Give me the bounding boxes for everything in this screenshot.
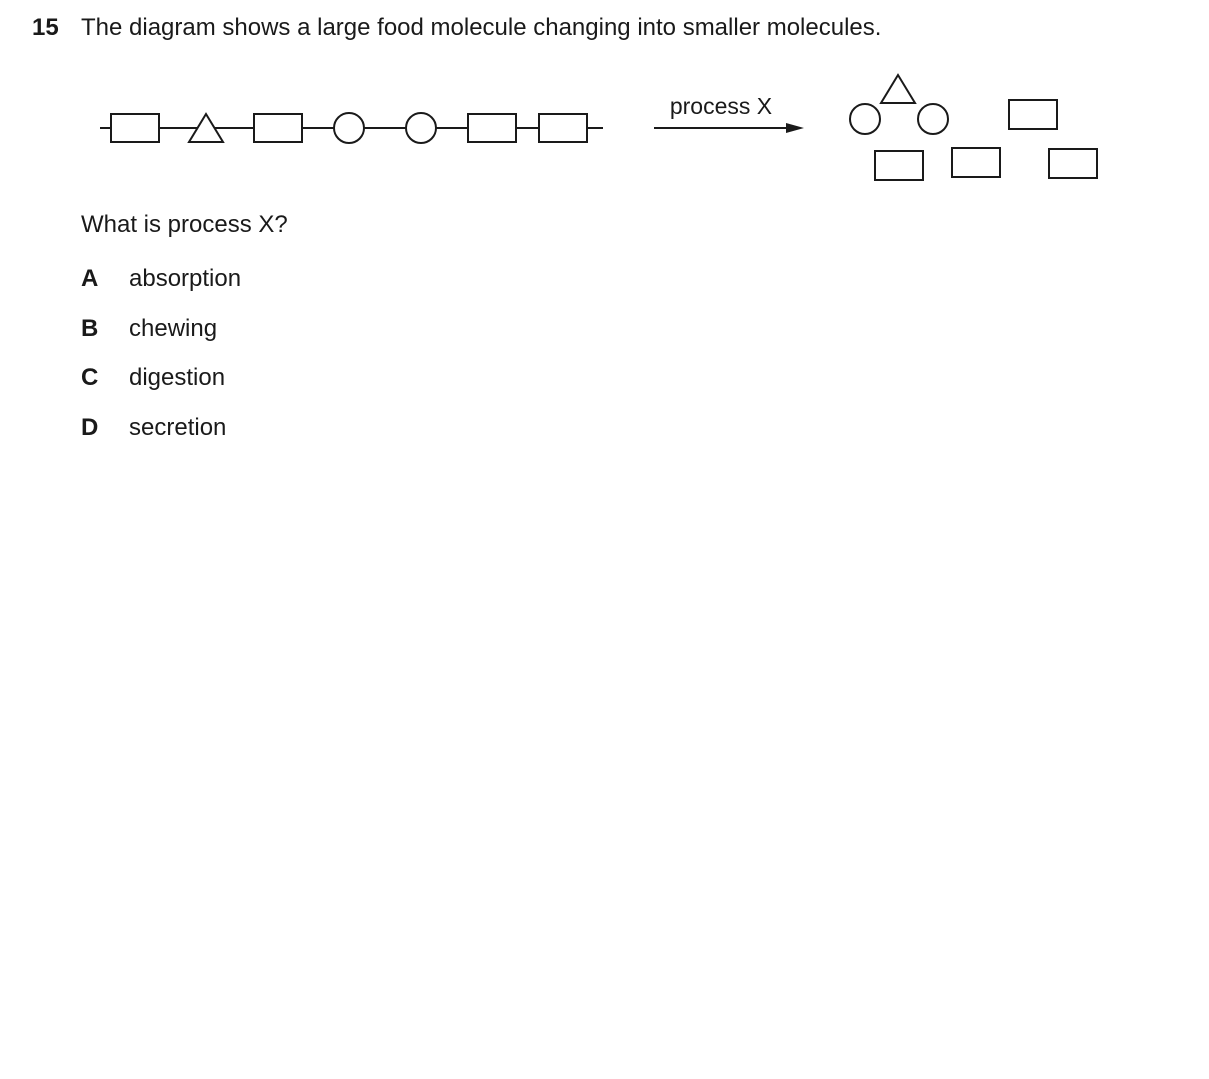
option-a[interactable]	[81, 265, 241, 315]
option-b[interactable]	[81, 315, 241, 365]
molecule-diagram	[0, 0, 1209, 200]
option-letter: A	[81, 265, 99, 292]
option-d[interactable]	[81, 414, 241, 464]
question-number: 15	[32, 14, 59, 41]
arrow-head	[786, 123, 804, 133]
option-letter: C	[81, 364, 99, 392]
process-arrow	[654, 93, 804, 133]
product-rectangle	[1009, 100, 1057, 129]
option-c[interactable]	[81, 364, 241, 414]
option-letter: D	[81, 414, 99, 442]
chain-unit-circle	[334, 113, 364, 143]
question-prompt: What is process X?	[81, 211, 288, 238]
product-rectangle	[875, 151, 923, 180]
product-circle	[918, 104, 948, 134]
product-rectangle	[952, 148, 1000, 177]
chain-unit-rectangle	[111, 114, 159, 142]
option-text: digestion	[129, 364, 226, 392]
option-text: chewing	[129, 314, 218, 342]
chain-unit-rectangle	[254, 114, 302, 142]
small-molecules	[850, 75, 1097, 180]
question-stem: The diagram shows a large food molecule changing into smaller molecules.	[81, 14, 882, 41]
large-molecule-chain	[100, 113, 603, 143]
option-text: secretion	[129, 414, 227, 442]
product-circle	[850, 104, 880, 134]
answer-options	[81, 265, 241, 464]
option-text: absorption	[129, 265, 242, 292]
product-triangle	[881, 75, 915, 103]
product-rectangle	[1049, 149, 1097, 178]
chain-unit-rectangle	[539, 114, 587, 142]
option-letter: B	[81, 314, 99, 342]
chain-unit-circle	[406, 113, 436, 143]
chain-unit-rectangle	[468, 114, 516, 142]
arrow-label: process X	[669, 93, 773, 119]
